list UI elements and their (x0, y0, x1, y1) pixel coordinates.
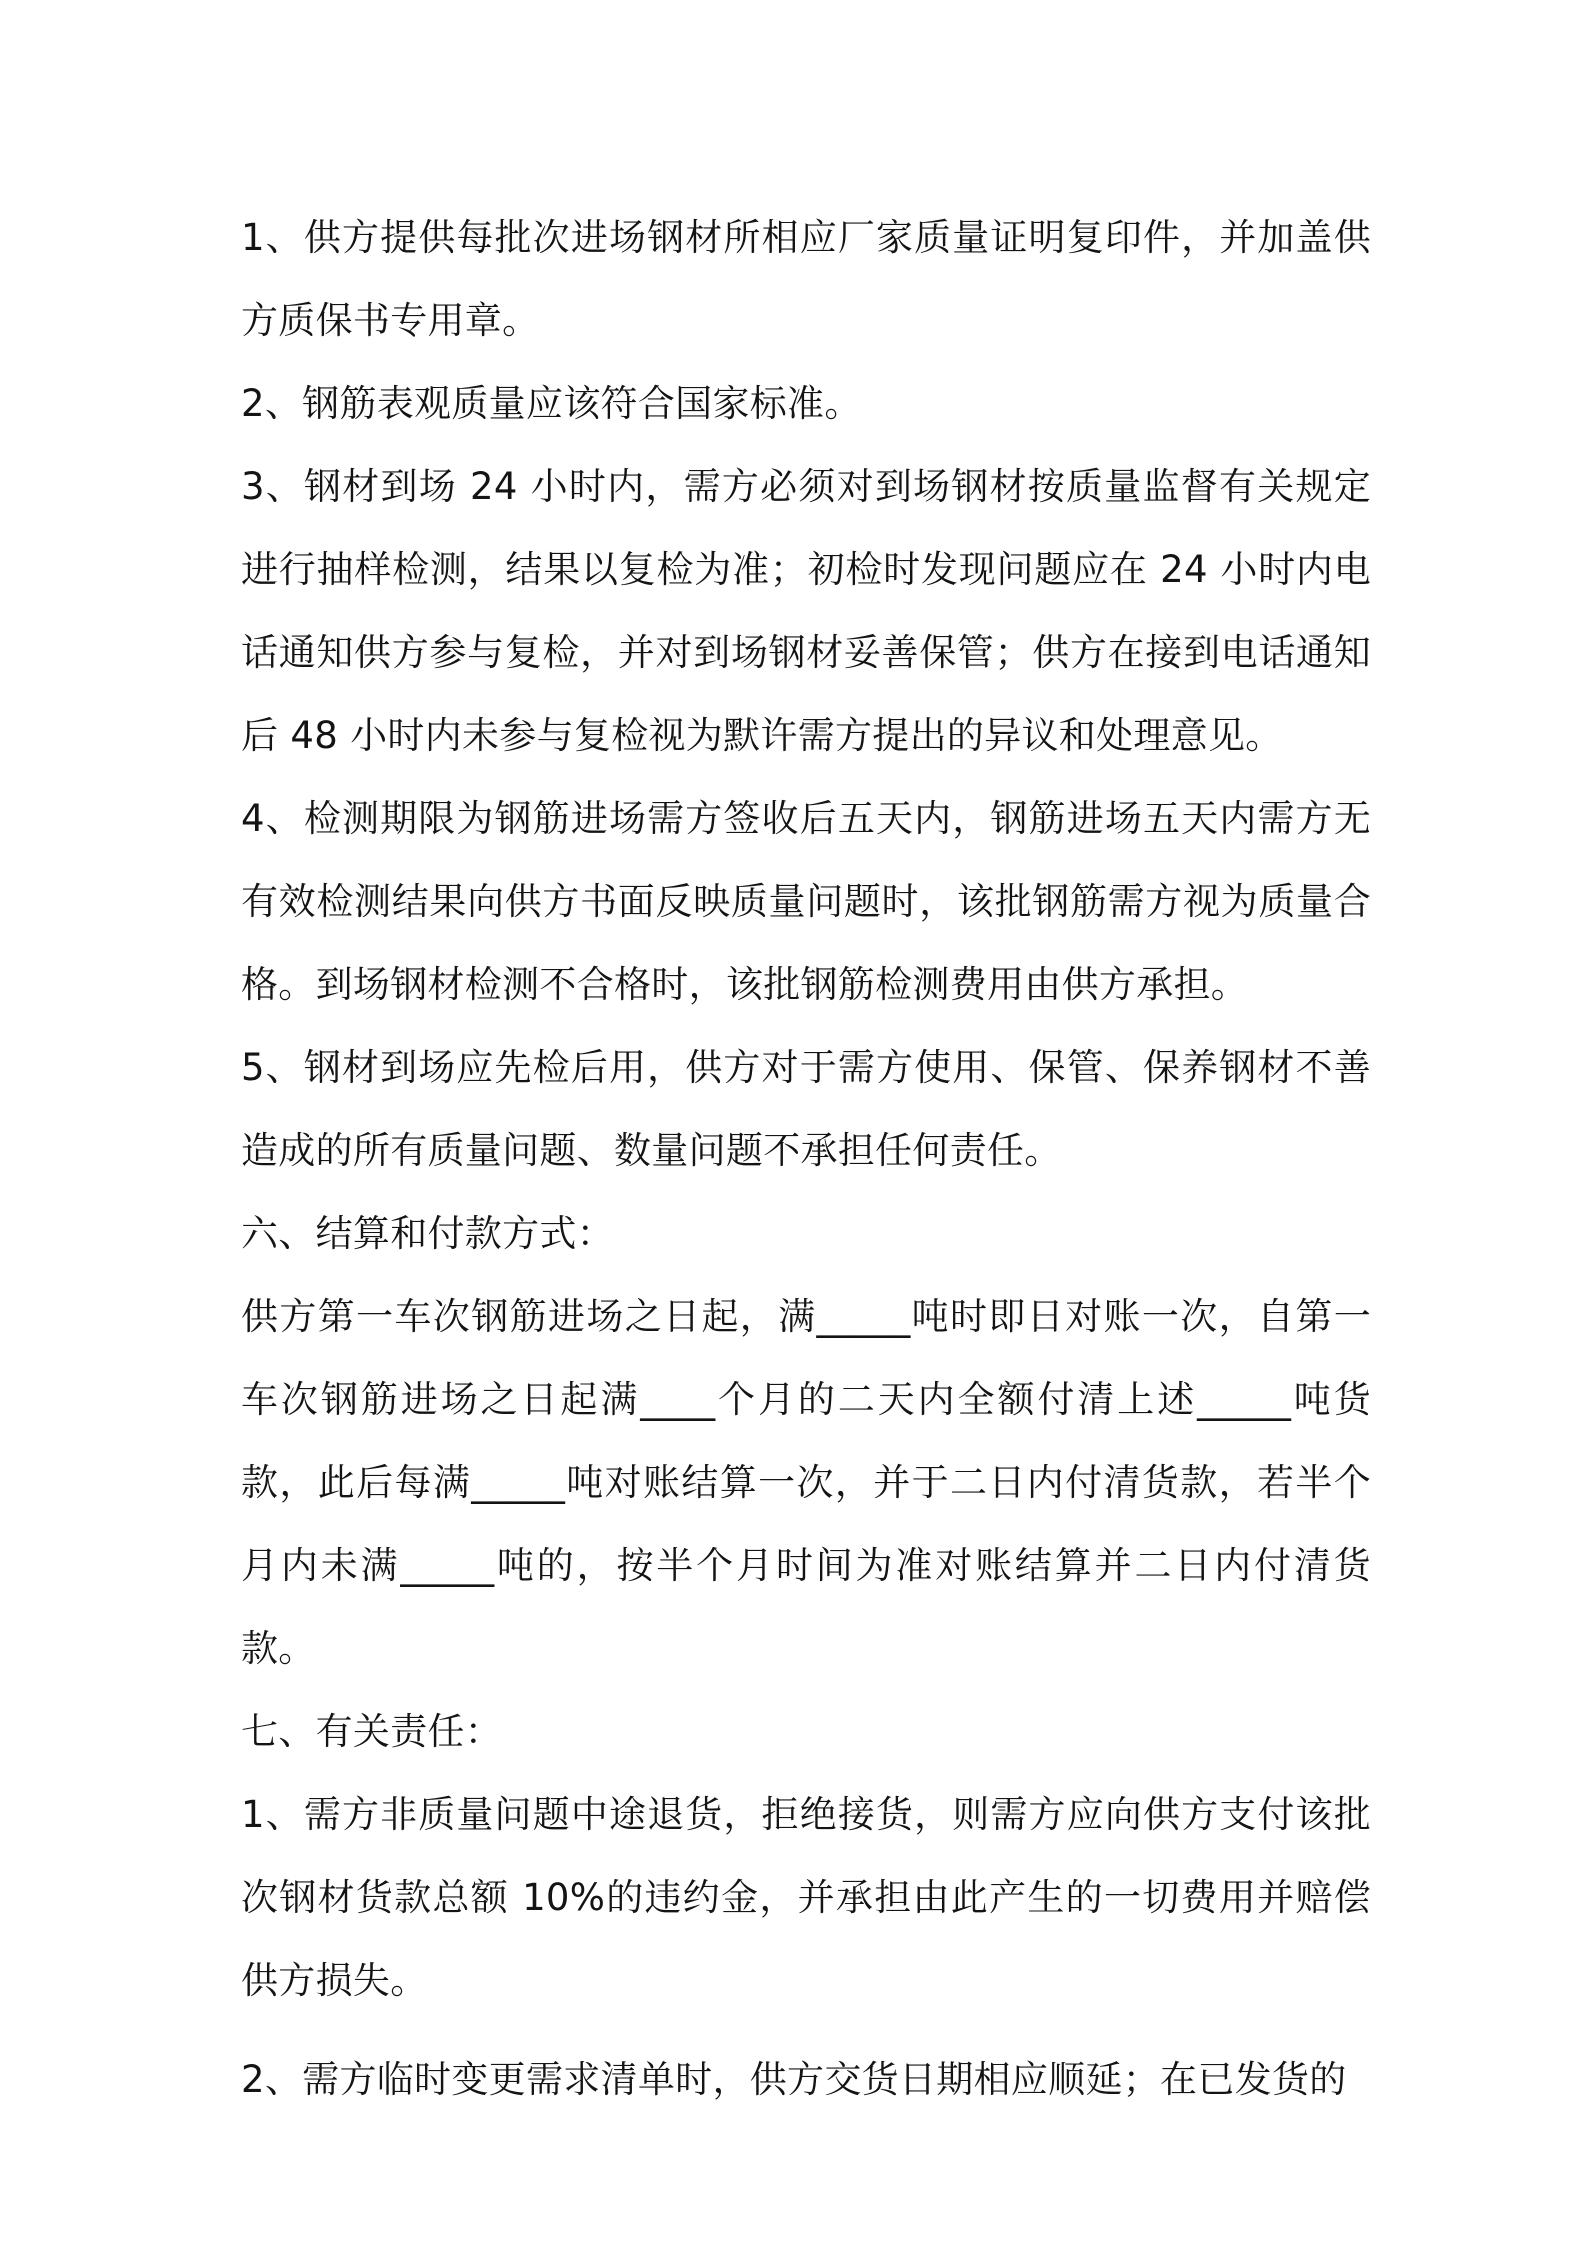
clause-settlement-terms: 供方第一车次钢筋进场之日起，满_____吨时即日对账一次，自第一车次钢筋进场之日起满____个月的二天内全额付清上述_____吨货款，此后每满_____吨对账结算一次，并于二日内付清货款，若半个月内未满_____吨的，按半个月时间为准对账结算并二日内付清货款。 (241, 1295, 1371, 1670)
clause-sampling-inspection: 3、钢材到场 24 小时内，需方必须对到场钢材按质量监督有关规定进行抽样检测，结果以复检为准；初检时发现问题应在 24 小时内电话通知供方参与复检，并对到场钢材妥善保管；供方在接到电话通知后 48 小时内未参与复检视为默许需方提出的异议和处理意见。 (241, 465, 1371, 757)
clause-inspection-period: 4、检测期限为钢筋进场需方签收后五天内，钢筋进场五天内需方无有效检测结果向供方书面反映质量问题时，该批钢筋需方视为质量合格。到场钢材检测不合格时，该批钢筋检测费用由供方承担。 (241, 797, 1371, 1006)
clause-appearance-standard: 2、钢筋表观质量应该符合国家标准。 (241, 382, 862, 425)
clause-demand-change: 2、需方临时变更需求清单时，供方交货日期相应顺延；在已发货的 (241, 2058, 1347, 2101)
clause-inspect-before-use: 5、钢材到场应先检后用，供方对于需方使用、保管、保养钢材不善造成的所有质量问题、数量问题不承担任何责任。 (241, 1046, 1371, 1172)
clause-quality-certificate: 1、供方提供每批次进场钢材所相应厂家质量证明复印件，并加盖供方质保书专用章。 (241, 216, 1371, 342)
section-heading-liability: 七、有关责任： (241, 1710, 503, 1753)
section-heading-settlement: 六、结算和付款方式： (241, 1212, 614, 1255)
document-body (241, 196, 1371, 2121)
clause-return-penalty: 1、需方非质量问题中途退货，拒绝接货，则需方应向供方支付该批次钢材货款总额 10%的违约金，并承担由此产生的一切费用并赔偿供方损失。 (241, 1793, 1371, 2002)
